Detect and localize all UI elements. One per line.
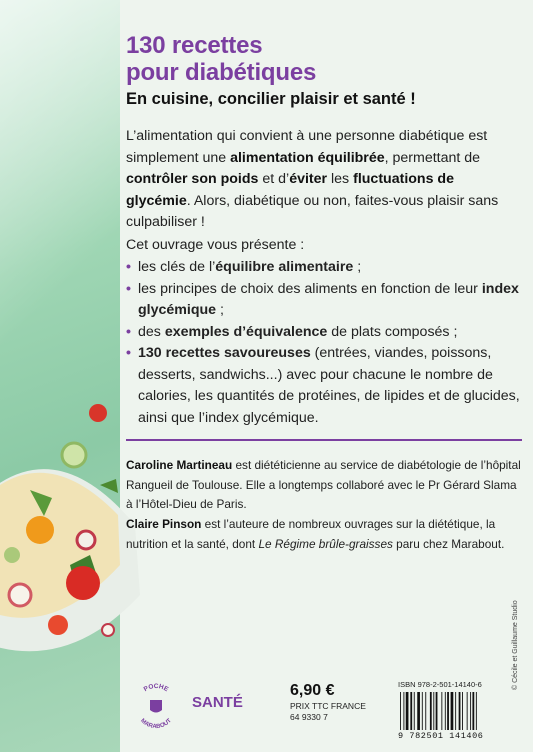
barcode-bar — [451, 692, 454, 730]
barcode-bar — [459, 692, 461, 730]
barcode-bar — [472, 692, 474, 730]
item-bold: 130 recettes savoureuses — [138, 345, 311, 361]
price-label: PRIX TTC FRANCE — [290, 701, 366, 711]
section-divider — [126, 439, 522, 441]
price: 6,90 € — [290, 682, 335, 699]
item-bold: équilibre alimentaire — [215, 259, 354, 275]
barcode-bar — [422, 692, 423, 730]
barcode-bar — [414, 692, 415, 730]
photo-credit: © Cécile et Guillaume Studio — [512, 600, 519, 690]
item-bold: index glycémique — [138, 280, 519, 318]
barcode-bar — [436, 692, 438, 730]
title-line-2: pour diabétiques — [126, 59, 317, 86]
isbn: ISBN 978-2-501-14140-6 — [398, 680, 482, 689]
author-bio-pinson — [126, 515, 522, 554]
author-name: Claire Pinson — [126, 517, 202, 531]
para-text: , permettant de — [384, 149, 481, 166]
barcode-bar — [406, 692, 409, 730]
bio-text: est l’auteure de nombreux ouvrages sur la diététique, la nutrition et la santé, dont — [126, 517, 496, 551]
book-subtitle: En cuisine, concilier plaisir et santé ! — [126, 90, 416, 108]
bio-text: est diététicienne au service de diabétologie de l’hôpital Rangueil de Toulouse. Elle a longtemps collaboré avec le Pr Gérard Slama à l’Hôtel-Dieu de Paris. — [126, 458, 521, 511]
para-text: L’alimentation qui convient à une personne diabétique est simplement une — [126, 128, 488, 166]
logo-emblem-icon — [150, 700, 162, 713]
barcode-bar — [441, 692, 442, 730]
barcode-number: 9 782501 141406 — [398, 731, 484, 741]
item-bold: exemples d’équivalence — [164, 323, 328, 340]
contents-intro: Cet ouvrage vous présente : — [126, 237, 305, 253]
collection-label: SANTÉ — [192, 694, 243, 711]
book-title — [126, 32, 316, 86]
barcode-bar — [430, 692, 432, 730]
barcode-bar — [470, 692, 471, 730]
item-text: des — [138, 323, 165, 340]
barcode-bar — [447, 692, 449, 730]
contents-list — [126, 257, 526, 429]
description-paragraph — [126, 126, 516, 234]
list-item — [126, 279, 526, 322]
para-text: . Alors, diabétique ou non, faites-vous plaisir sans culpabiliser ! — [126, 192, 499, 230]
para-bold: éviter — [289, 171, 328, 187]
item-text: (entrées, viandes, poissons, desserts, sandwichs...) avec pour chacune le nombre de calories, les quantités de protéines, de lipides et de glucides, ainsi que l’index glycémique. — [138, 345, 520, 426]
barcode-bar — [455, 692, 456, 730]
item-text: ; — [353, 259, 362, 275]
barcode-block — [398, 680, 508, 741]
barcode-bar — [462, 692, 463, 730]
author-name: Caroline Martineau — [126, 458, 233, 472]
para-bold: fluctuations de glycémie — [126, 171, 454, 209]
list-item — [126, 322, 526, 344]
book-reference: Le Régime brûle-graisses — [258, 536, 393, 551]
barcode-bar — [403, 692, 404, 730]
barcode-bar — [476, 692, 477, 730]
barcode-bar — [425, 692, 426, 730]
barcode-bar — [417, 692, 420, 730]
logo-bottom-text: MARABOUT — [139, 717, 173, 731]
item-text: de plats composés ; — [327, 323, 458, 340]
item-text: les clés de l’ — [138, 259, 216, 275]
logo-top-text: POCHE — [142, 682, 170, 694]
author-bio-martineau — [126, 456, 522, 515]
item-text: les principes de choix des aliments en fonction de leur — [138, 280, 482, 297]
poche-marabout-logo — [130, 680, 182, 732]
list-item — [126, 343, 526, 429]
food-photo — [0, 395, 140, 670]
item-text: ; — [216, 302, 224, 318]
para-bold: contrôler son poids — [126, 171, 259, 187]
title-line-1: 130 recettes — [126, 32, 263, 59]
barcode-bar — [410, 692, 412, 730]
para-text: et d’ — [258, 171, 290, 187]
price-info — [290, 701, 366, 723]
bio-text: paru chez Marabout. — [392, 536, 505, 551]
barcode-bar — [400, 692, 401, 730]
barcode — [398, 692, 502, 730]
barcode-bar — [433, 692, 434, 730]
para-bold: alimentation équilibrée — [230, 149, 385, 166]
para-text: les — [327, 171, 354, 187]
barcode-bar — [467, 692, 468, 730]
product-code: 64 9330 7 — [290, 712, 328, 722]
list-item — [126, 257, 526, 279]
barcode-bar — [445, 692, 446, 730]
